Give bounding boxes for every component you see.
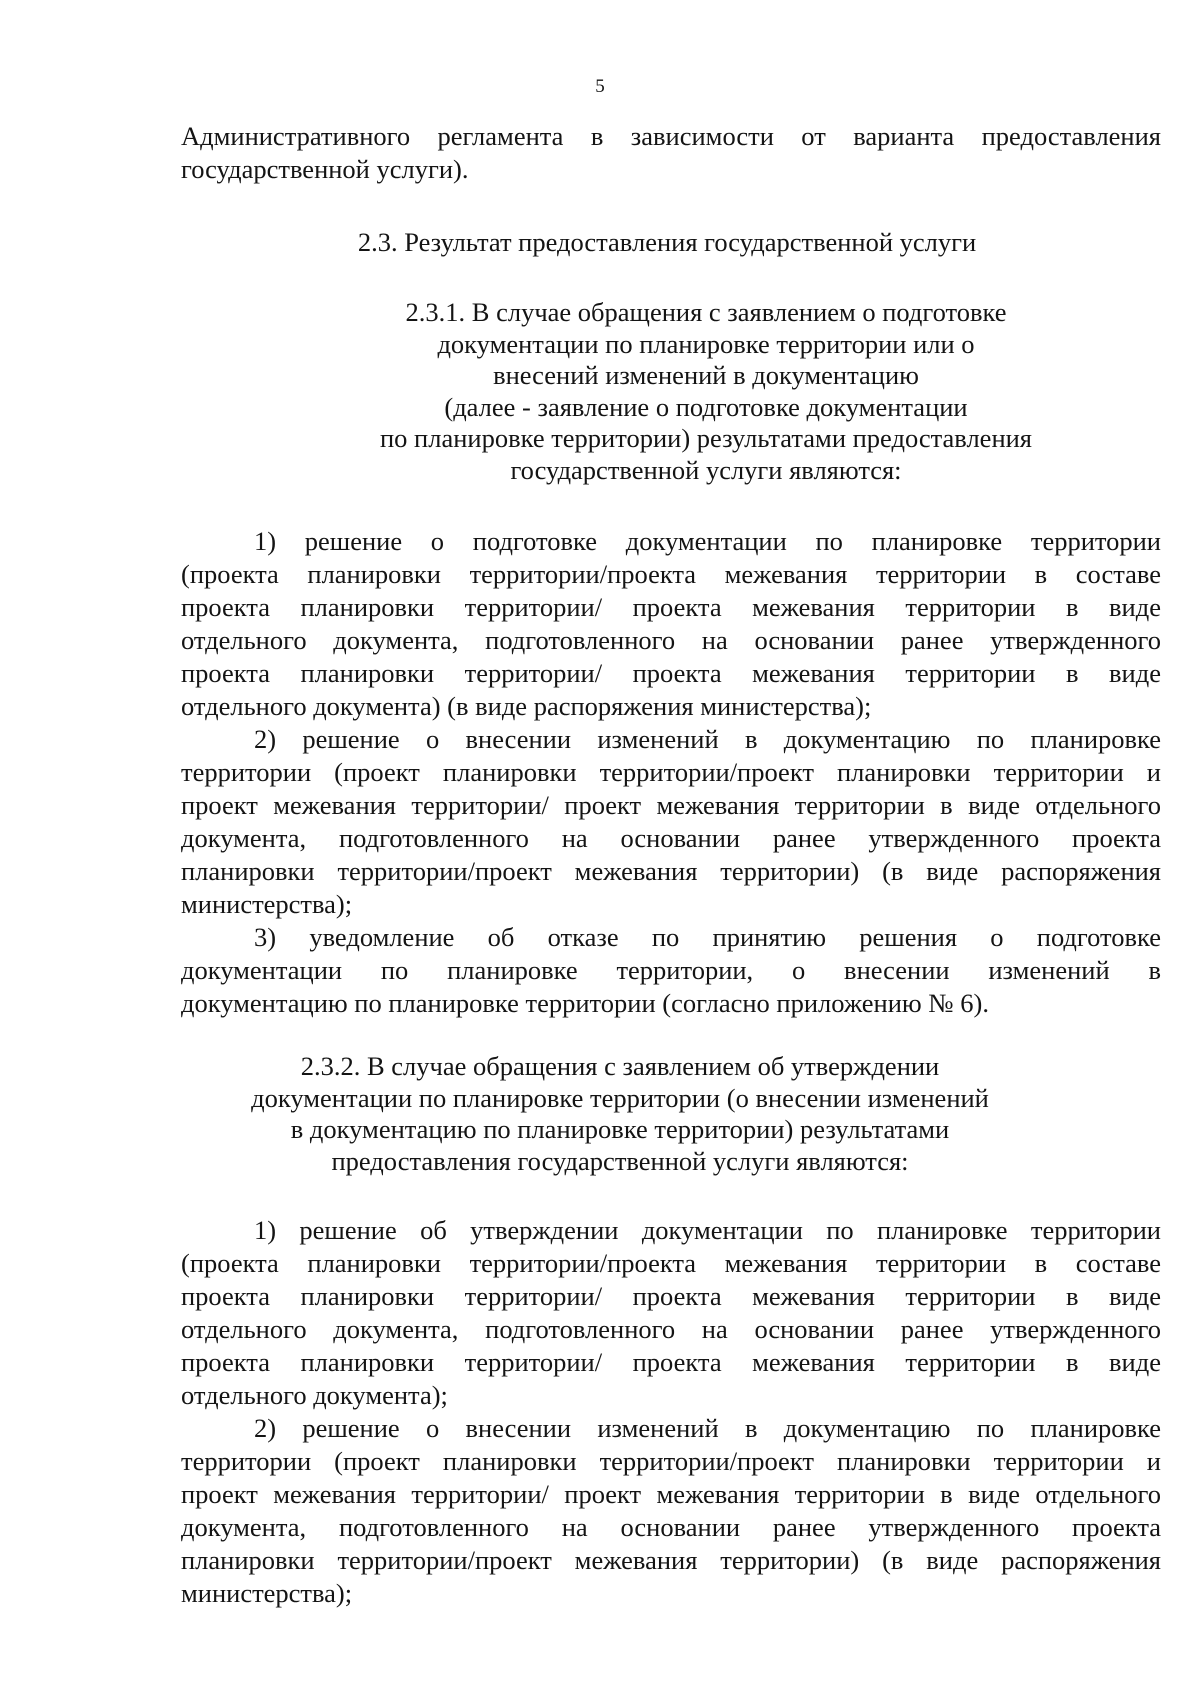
heading-line: предоставления государственной услуги являются: xyxy=(331,1145,909,1176)
intro-line: государственной услуги). xyxy=(181,154,469,184)
item-line: 1) решение о подготовке документации по планировке территории xyxy=(254,526,1161,556)
heading-line: 2.3.2. В случае обращения с заявлением об утверждении xyxy=(300,1051,940,1081)
heading-line: (далее - заявление о подготовке документации xyxy=(444,391,968,422)
list-item xyxy=(181,921,1161,1020)
item-line: 2) решение о внесении изменений в документацию по планировке xyxy=(254,1413,1161,1443)
item-line: 2) решение о внесении изменений в документацию по планировке xyxy=(254,724,1161,754)
item-line: отдельного документа, подготовленного на основании ранее утвержденного xyxy=(181,1314,1161,1344)
section-title: 2.3. Результат предоставления государственной услуги xyxy=(357,227,977,257)
list-item xyxy=(181,1412,1161,1610)
item-line: проекта планировки территории/ проекта межевания территории в виде xyxy=(181,1281,1161,1311)
heading-line: по планировке территории) результатами предоставления xyxy=(380,423,1032,453)
item-line: проект межевания территории/ проект межевания территории в виде отдельного xyxy=(181,1479,1161,1509)
item-line: (проекта планировки территории/проекта межевания территории в составе xyxy=(181,559,1161,589)
heading-line: государственной услуги являются: xyxy=(510,454,902,485)
heading-line: внесений изменений в документацию xyxy=(493,360,919,390)
item-line: проекта планировки территории/ проекта межевания территории в виде xyxy=(181,592,1161,622)
page-number: 5 xyxy=(595,76,605,97)
heading-line: 2.3.1. В случае обращения с заявлением о подготовке xyxy=(405,297,1007,327)
item-line: 3) уведомление об отказе по принятию решения о подготовке xyxy=(254,922,1161,952)
item-line: территории (проект планировки территории/проект планировки территории и xyxy=(181,1446,1161,1476)
item-line: документа, подготовленного на основании ранее утвержденного проекта xyxy=(181,1512,1161,1542)
subsection-2-3-1-heading xyxy=(106,297,1200,486)
heading-line: документации по планировке территории или о xyxy=(437,328,975,359)
item-line: отдельного документа) (в виде распоряжения министерства); xyxy=(181,691,872,721)
item-line: (проекта планировки территории/проекта межевания территории в составе xyxy=(181,1248,1161,1278)
item-line: проекта планировки территории/ проекта межевания территории в виде xyxy=(181,1347,1161,1377)
intro-paragraph xyxy=(181,120,1161,186)
list-item xyxy=(181,1214,1161,1412)
item-line: документации по планировке территории, о внесении изменений в xyxy=(181,955,1161,985)
list-item xyxy=(181,723,1161,921)
item-line: планировки территории/проект межевания территории) (в виде распоряжения xyxy=(181,1545,1161,1575)
item-line: отдельного документа); xyxy=(181,1380,448,1410)
item-line: планировки территории/проект межевания территории) (в виде распоряжения xyxy=(181,856,1161,886)
list-item xyxy=(181,525,1161,723)
item-line: документа, подготовленного на основании ранее утвержденного проекта xyxy=(181,823,1161,853)
item-line: 1) решение об утверждении документации по планировке территории xyxy=(254,1215,1161,1245)
item-line: проекта планировки территории/ проекта межевания территории в виде xyxy=(181,658,1161,688)
heading-line: в документацию по планировке территории) результатами xyxy=(290,1114,950,1144)
item-line: проект межевания территории/ проект межевания территории в виде отдельного xyxy=(181,790,1161,820)
subsection-2-3-2-heading xyxy=(20,1051,1200,1177)
item-line: документацию по планировке территории (согласно приложению № 6). xyxy=(181,988,989,1018)
item-line: министерства); xyxy=(181,889,353,919)
heading-line: документации по планировке территории (о внесении изменений xyxy=(251,1082,989,1113)
intro-line: Административного регламента в зависимости от варианта предоставления xyxy=(181,121,1161,151)
item-line: отдельного документа, подготовленного на основании ранее утвержденного xyxy=(181,625,1161,655)
item-line: министерства); xyxy=(181,1578,353,1608)
item-line: территории (проект планировки территории/проект планировки территории и xyxy=(181,757,1161,787)
